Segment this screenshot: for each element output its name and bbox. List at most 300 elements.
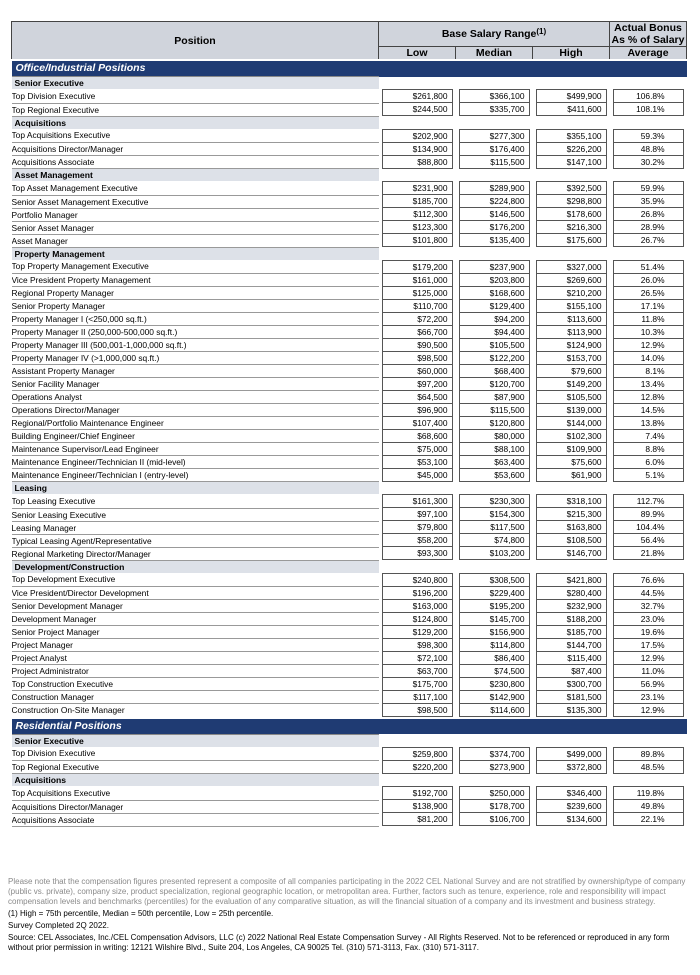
low-cell-value: $202,900: [382, 129, 453, 143]
median-cell: [456, 813, 533, 826]
bonus-cell-value: 106.8%: [613, 89, 684, 103]
position-cell: Maintenance Engineer/Technician I (entry-level): [12, 469, 379, 482]
position-cell: Property Manager IV (>1,000,000 sq.ft.): [12, 352, 379, 365]
median-cell-value: $374,700: [459, 747, 530, 761]
table-row: [12, 626, 687, 639]
group-header: [12, 560, 687, 573]
bonus-cell: [610, 494, 687, 508]
median-cell-value: $115,500: [459, 404, 530, 417]
low-cell: [379, 456, 456, 469]
position-cell: Property Manager II (250,000-500,000 sq.ft.): [12, 326, 379, 339]
high-cell: [533, 456, 610, 469]
position-cell: Regional/Portfolio Maintenance Engineer: [12, 417, 379, 430]
high-cell: [533, 129, 610, 143]
median-cell-value: $117,500: [459, 521, 530, 534]
low-cell: [379, 534, 456, 547]
table-row: [12, 430, 687, 443]
low-cell-value: $53,100: [382, 456, 453, 469]
high-cell: [533, 747, 610, 761]
median-cell: [456, 404, 533, 417]
high-cell-value: $153,700: [536, 352, 607, 365]
median-cell: [456, 456, 533, 469]
low-cell: [379, 587, 456, 600]
bonus-cell: [610, 221, 687, 234]
bonus-cell: [610, 691, 687, 704]
bonus-cell-value: 26.8%: [613, 208, 684, 221]
high-cell: [533, 208, 610, 221]
bonus-cell-value: 26.5%: [613, 287, 684, 300]
footnote-marker: (1): [536, 27, 547, 36]
position-cell: Property Manager I (<250,000 sq.ft.): [12, 313, 379, 326]
table-row: [12, 156, 687, 169]
low-cell-value: $75,000: [382, 443, 453, 456]
position-cell: Portfolio Manager: [12, 208, 379, 221]
low-cell-value: $93,300: [382, 547, 453, 560]
position-cell: Asset Manager: [12, 234, 379, 247]
section-title: Office/Industrial Positions: [12, 60, 687, 77]
bonus-cell: [610, 678, 687, 691]
group-header: [12, 482, 687, 495]
bonus-cell: [610, 195, 687, 208]
bonus-cell-value: 14.0%: [613, 352, 684, 365]
high-cell-value: $147,100: [536, 156, 607, 169]
bonus-cell: [610, 326, 687, 339]
low-cell-value: $117,100: [382, 691, 453, 704]
position-cell: Senior Asset Manager: [12, 221, 379, 234]
low-cell-value: $112,300: [382, 208, 453, 221]
bonus-cell-value: 76.6%: [613, 573, 684, 587]
low-cell-value: $98,500: [382, 704, 453, 717]
median-cell: [456, 800, 533, 813]
median-cell-value: $224,800: [459, 195, 530, 208]
bonus-cell: [610, 508, 687, 521]
high-cell-value: $226,200: [536, 143, 607, 156]
high-cell: [533, 521, 610, 534]
bonus-cell: [610, 352, 687, 365]
bonus-cell-value: 12.9%: [613, 704, 684, 717]
median-cell: [456, 326, 533, 339]
high-cell-value: $421,800: [536, 573, 607, 587]
median-cell-value: $176,400: [459, 143, 530, 156]
low-cell-value: $161,000: [382, 274, 453, 287]
bonus-cell: [610, 103, 687, 116]
median-cell: [456, 652, 533, 665]
position-cell: Leasing Manager: [12, 521, 379, 534]
bonus-cell: [610, 208, 687, 221]
median-cell-value: $195,200: [459, 600, 530, 613]
low-cell: [379, 704, 456, 718]
position-cell: Top Division Executive: [12, 747, 379, 761]
low-cell: [379, 678, 456, 691]
high-cell-value: $355,100: [536, 129, 607, 143]
table-row: [12, 469, 687, 482]
position-cell: Vice President/Director Development: [12, 587, 379, 600]
bonus-cell: [610, 365, 687, 378]
table-row: [12, 747, 687, 761]
high-cell-value: $216,300: [536, 221, 607, 234]
table-row: [12, 600, 687, 613]
table-row: [12, 587, 687, 600]
bonus-cell-value: 12.8%: [613, 391, 684, 404]
position-cell: Regional Property Manager: [12, 287, 379, 300]
bonus-cell: [610, 404, 687, 417]
high-cell: [533, 156, 610, 169]
median-cell-value: $273,900: [459, 761, 530, 774]
median-cell: [456, 260, 533, 274]
bonus-cell-value: 26.0%: [613, 274, 684, 287]
high-cell-value: $175,600: [536, 234, 607, 247]
position-cell: Top Regional Executive: [12, 103, 379, 116]
high-cell-value: $300,700: [536, 678, 607, 691]
median-cell: [456, 274, 533, 287]
high-cell-value: $499,000: [536, 747, 607, 761]
median-cell: [456, 761, 533, 774]
low-cell: [379, 813, 456, 826]
low-cell: [379, 417, 456, 430]
bonus-cell: [610, 417, 687, 430]
median-cell: [456, 508, 533, 521]
low-cell: [379, 786, 456, 800]
high-cell-value: $392,500: [536, 181, 607, 195]
bonus-cell-value: 12.9%: [613, 339, 684, 352]
position-cell: Top Acquisitions Executive: [12, 786, 379, 800]
position-cell: Top Regional Executive: [12, 761, 379, 774]
table-row: [12, 300, 687, 313]
high-cell: [533, 221, 610, 234]
high-cell-value: $178,600: [536, 208, 607, 221]
median-cell-value: $366,100: [459, 89, 530, 103]
high-cell: [533, 678, 610, 691]
section-header: [12, 60, 687, 77]
median-cell: [456, 129, 533, 143]
median-cell: [456, 365, 533, 378]
low-cell: [379, 469, 456, 482]
bonus-cell-value: 11.8%: [613, 313, 684, 326]
high-cell-value: $105,500: [536, 391, 607, 404]
high-cell-value: $113,600: [536, 313, 607, 326]
low-cell: [379, 313, 456, 326]
low-cell: [379, 352, 456, 365]
base-salary-range-header: Base Salary Range$^{(1)}$: [379, 22, 610, 47]
median-cell: [456, 534, 533, 547]
bonus-cell: [610, 800, 687, 813]
position-cell: Operations Analyst: [12, 391, 379, 404]
high-cell-value: $372,800: [536, 761, 607, 774]
high-cell: [533, 587, 610, 600]
bonus-cell-value: 119.8%: [613, 786, 684, 800]
bonus-cell-value: 56.4%: [613, 534, 684, 547]
median-cell: [456, 587, 533, 600]
high-cell: [533, 813, 610, 826]
bonus-cell-value: 44.5%: [613, 587, 684, 600]
median-cell-value: $168,600: [459, 287, 530, 300]
median-cell-value: $80,000: [459, 430, 530, 443]
low-cell: [379, 195, 456, 208]
table-row: [12, 352, 687, 365]
group-title: Acquisitions: [12, 774, 379, 787]
bonus-cell-value: 6.0%: [613, 456, 684, 469]
percentile-footnote: (1) High = 75th percentile, Median = 50th percentile, Low = 25th percentile.: [8, 909, 274, 918]
low-cell: [379, 639, 456, 652]
bonus-cell: [610, 391, 687, 404]
low-cell: [379, 260, 456, 274]
position-cell: Top Construction Executive: [12, 678, 379, 691]
position-cell: Assistant Property Manager: [12, 365, 379, 378]
bonus-cell-value: 13.8%: [613, 417, 684, 430]
low-cell-value: $124,800: [382, 613, 453, 626]
median-cell: [456, 89, 533, 103]
bonus-cell-value: 11.0%: [613, 665, 684, 678]
position-cell: Construction On-Site Manager: [12, 704, 379, 718]
position-cell: Senior Asset Management Executive: [12, 195, 379, 208]
median-cell-value: $154,300: [459, 508, 530, 521]
median-cell: [456, 352, 533, 365]
bonus-cell: [610, 287, 687, 300]
position-cell: Maintenance Engineer/Technician II (mid-level): [12, 456, 379, 469]
bonus-cell-value: 30.2%: [613, 156, 684, 169]
median-cell: [456, 786, 533, 800]
high-cell-value: $232,900: [536, 600, 607, 613]
position-cell: Project Manager: [12, 639, 379, 652]
low-cell-value: $138,900: [382, 800, 453, 813]
high-cell: [533, 313, 610, 326]
bonus-cell: [610, 547, 687, 560]
median-cell: [456, 691, 533, 704]
bonus-cell: [610, 234, 687, 247]
bonus-cell-value: 48.8%: [613, 143, 684, 156]
position-cell: Typical Leasing Agent/Representative: [12, 534, 379, 547]
position-cell: Vice President Property Management: [12, 274, 379, 287]
table-row: [12, 613, 687, 626]
high-cell-value: $239,600: [536, 800, 607, 813]
median-cell: [456, 103, 533, 116]
position-cell: Senior Project Manager: [12, 626, 379, 639]
table-row: [12, 89, 687, 103]
low-cell: [379, 287, 456, 300]
average-column-header: Average: [610, 47, 687, 61]
low-cell-value: $134,900: [382, 143, 453, 156]
table-row: [12, 326, 687, 339]
bonus-cell: [610, 747, 687, 761]
low-cell-value: $63,700: [382, 665, 453, 678]
bonus-cell-value: 13.4%: [613, 378, 684, 391]
high-cell-value: $139,000: [536, 404, 607, 417]
position-cell: Acquisitions Associate: [12, 156, 379, 169]
group-header: [12, 116, 687, 129]
high-cell: [533, 365, 610, 378]
bonus-cell-value: 59.9%: [613, 181, 684, 195]
low-cell-value: $240,800: [382, 573, 453, 587]
group-title: Leasing: [12, 482, 379, 495]
bonus-cell-value: 26.7%: [613, 234, 684, 247]
low-cell: [379, 326, 456, 339]
median-cell-value: $120,700: [459, 378, 530, 391]
bonus-cell-value: 104.4%: [613, 521, 684, 534]
high-cell: [533, 691, 610, 704]
low-cell-value: $97,200: [382, 378, 453, 391]
low-cell-value: $88,800: [382, 156, 453, 169]
high-cell: [533, 626, 610, 639]
median-cell: [456, 313, 533, 326]
section-header: [12, 718, 687, 735]
group-header: [12, 169, 687, 182]
table-row: [12, 378, 687, 391]
high-cell-value: $188,200: [536, 613, 607, 626]
table-row: [12, 547, 687, 560]
position-cell: Acquisitions Director/Manager: [12, 143, 379, 156]
bonus-cell: [610, 274, 687, 287]
bonus-cell: [610, 443, 687, 456]
median-cell: [456, 521, 533, 534]
bonus-cell-value: 8.1%: [613, 365, 684, 378]
table-row: [12, 508, 687, 521]
high-cell: [533, 534, 610, 547]
median-cell-value: $74,500: [459, 665, 530, 678]
bonus-cell-value: 51.4%: [613, 260, 684, 274]
median-cell-value: $114,600: [459, 704, 530, 717]
median-cell-value: $178,700: [459, 800, 530, 813]
bonus-cell: [610, 600, 687, 613]
high-cell-value: $108,500: [536, 534, 607, 547]
low-cell: [379, 378, 456, 391]
survey-completed: Survey Completed 2Q 2022.: [8, 921, 109, 930]
low-cell: [379, 573, 456, 587]
bonus-cell: [610, 626, 687, 639]
low-cell-value: $81,200: [382, 813, 453, 826]
high-cell-value: $346,400: [536, 786, 607, 800]
bonus-cell: [610, 534, 687, 547]
low-cell: [379, 626, 456, 639]
high-cell: [533, 287, 610, 300]
bonus-cell: [610, 430, 687, 443]
disclaimer-note: Please note that the compensation figures presented represent a composite of all companies participating in the 2022 CEL National Survey and are not stratified by ownership/type of company (public vs. private), company size, product specialization, regional geographic location, or metropolitan area. Further, factors such as tenure, experience, role and responsibility will impact compensation levels and benchmarks (percentiles) for the evaluation of any comparative situation, as will the financial situation of a company and its investment and business strategy.: [8, 877, 686, 906]
low-cell-value: $231,900: [382, 181, 453, 195]
position-cell: Top Asset Management Executive: [12, 181, 379, 195]
low-cell-value: $220,200: [382, 761, 453, 774]
high-cell-value: $318,100: [536, 494, 607, 508]
bonus-cell-value: 12.9%: [613, 652, 684, 665]
bonus-cell: [610, 813, 687, 826]
high-cell: [533, 494, 610, 508]
low-cell-value: $68,600: [382, 430, 453, 443]
high-cell: [533, 639, 610, 652]
position-cell: Operations Director/Manager: [12, 404, 379, 417]
bonus-cell-value: 23.0%: [613, 613, 684, 626]
median-cell-value: $237,900: [459, 260, 530, 274]
low-cell-value: $125,000: [382, 287, 453, 300]
high-cell: [533, 234, 610, 247]
low-cell: [379, 691, 456, 704]
median-cell: [456, 613, 533, 626]
median-cell: [456, 234, 533, 247]
table-row: [12, 143, 687, 156]
low-cell-value: $72,200: [382, 313, 453, 326]
median-cell-value: $156,900: [459, 626, 530, 639]
median-cell-value: $176,200: [459, 221, 530, 234]
low-cell-value: $261,800: [382, 89, 453, 103]
median-cell: [456, 417, 533, 430]
bonus-cell: [610, 573, 687, 587]
high-cell-value: $163,800: [536, 521, 607, 534]
low-cell-value: $101,800: [382, 234, 453, 247]
median-cell: [456, 573, 533, 587]
group-title: Senior Executive: [12, 77, 379, 90]
high-cell-value: $75,600: [536, 456, 607, 469]
table-row: [12, 813, 687, 826]
low-cell-value: $98,300: [382, 639, 453, 652]
table-row: [12, 181, 687, 195]
median-cell-value: $115,500: [459, 156, 530, 169]
source-note: Source: CEL Associates, Inc./CEL Compensation Advisors, LLC (c) 2022 National Real Estate Compensation Survey - All Rights Reserved. Not to be referenced or reproduced in any form without prior permission in writing: 12121 Wilshire Blvd., Suite 204, Los Angeles, CA 90025 Tel. (310) 571-3113, Fax. (310) 571-3117.: [8, 933, 670, 952]
position-header: Position: [12, 22, 379, 61]
low-cell-value: $185,700: [382, 195, 453, 208]
bonus-cell-value: 23.1%: [613, 691, 684, 704]
position-cell: Senior Development Manager: [12, 600, 379, 613]
high-cell-value: $499,900: [536, 89, 607, 103]
median-cell-value: $135,400: [459, 234, 530, 247]
bonus-cell: [610, 300, 687, 313]
bonus-cell: [610, 652, 687, 665]
median-cell-value: $230,300: [459, 494, 530, 508]
low-cell-value: $66,700: [382, 326, 453, 339]
median-cell: [456, 287, 533, 300]
high-cell-value: $102,300: [536, 430, 607, 443]
low-cell-value: $161,300: [382, 494, 453, 508]
table-row: [12, 521, 687, 534]
bonus-cell: [610, 761, 687, 774]
median-column-header: Median: [456, 47, 533, 61]
median-cell-value: $230,800: [459, 678, 530, 691]
high-cell-value: $269,600: [536, 274, 607, 287]
median-cell-value: $203,800: [459, 274, 530, 287]
table-row: [12, 417, 687, 430]
table-row: [12, 339, 687, 352]
low-cell: [379, 221, 456, 234]
table-row: [12, 404, 687, 417]
bonus-cell: [610, 469, 687, 482]
table-row: [12, 494, 687, 508]
salary-table-body: [12, 60, 687, 826]
high-cell-value: $146,700: [536, 547, 607, 560]
median-cell-value: $250,000: [459, 786, 530, 800]
median-cell: [456, 300, 533, 313]
low-cell: [379, 156, 456, 169]
bonus-cell-value: 108.1%: [613, 103, 684, 116]
high-cell-value: $124,900: [536, 339, 607, 352]
low-cell-value: $110,700: [382, 300, 453, 313]
group-header: [12, 774, 687, 787]
median-cell-value: $94,400: [459, 326, 530, 339]
bonus-cell: [610, 786, 687, 800]
position-cell: Construction Manager: [12, 691, 379, 704]
table-row: [12, 208, 687, 221]
median-cell: [456, 221, 533, 234]
bonus-cell: [610, 313, 687, 326]
low-cell-value: $90,500: [382, 339, 453, 352]
low-cell-value: $60,000: [382, 365, 453, 378]
high-cell: [533, 704, 610, 718]
low-cell: [379, 761, 456, 774]
high-cell: [533, 443, 610, 456]
bonus-cell: [610, 639, 687, 652]
high-cell: [533, 417, 610, 430]
high-cell: [533, 800, 610, 813]
high-cell: [533, 391, 610, 404]
median-cell-value: $74,800: [459, 534, 530, 547]
median-cell-value: $114,800: [459, 639, 530, 652]
high-cell-value: $61,900: [536, 469, 607, 482]
low-cell: [379, 339, 456, 352]
